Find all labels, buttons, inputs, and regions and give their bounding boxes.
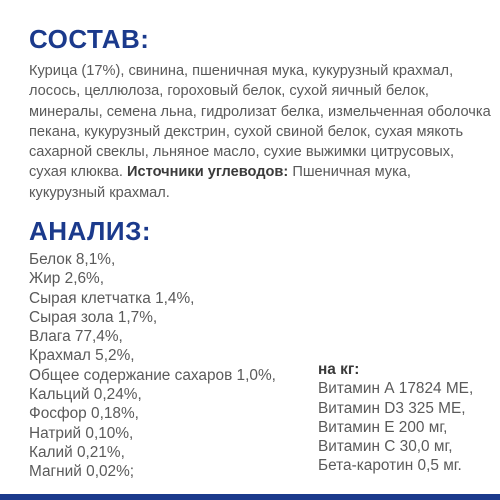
analysis-item: Сырая клетчатка 1,4%, [29, 289, 195, 307]
vitamin-item: Витамин Е 200 мг, [318, 418, 448, 436]
vitamin-item: Витамин А 17824 МЕ, [318, 380, 474, 398]
vitamins-list [318, 360, 473, 476]
ingredients-list: Курица (17%), свинина, пшеничная мука, кукурузный крахмал, лосось, целлюлоза, гороховый белок, сухой яичный белок, минералы, семена льна, гидролизат белка, измельченная оболочка пекана, кукурузный декстрин, сухой свиной белок, сухая мякоть сахарной свеклы, льняное масло, сухие выжимки цитрусовых, сухая клюква. [29, 63, 491, 181]
carbs-label: Источники углеводов: [127, 164, 289, 181]
analysis-item: Сырая зола 1,7%, [29, 308, 158, 326]
vitamin-item: Витамин С 30,0 мг, [318, 438, 453, 456]
analysis-item: Белок 8,1%, [29, 251, 116, 268]
composition-text [29, 61, 491, 203]
analysis-heading: АНАЛИЗ: [29, 216, 152, 246]
analysis-item: Крахмал 5,2%, [29, 347, 135, 365]
analysis-item: Жир 2,6%, [29, 270, 104, 288]
vitamin-item: Витамин D3 325 МЕ, [318, 399, 466, 417]
analysis-item: Фосфор 0,18%, [29, 405, 139, 423]
analysis-item: Влага 77,4%, [29, 328, 123, 346]
analysis-item: Общее содержание сахаров 1,0%, [29, 366, 276, 384]
analysis-list [29, 250, 276, 482]
carbs-text: Пшеничная мука, кукурузный крахмал. [29, 164, 411, 201]
analysis-item: Калий 0,21%, [29, 443, 125, 461]
analysis-item: Магний 0,02%; [29, 463, 135, 481]
composition-heading: СОСТАВ: [29, 24, 150, 54]
analysis-item: Натрий 0,10%, [29, 424, 134, 442]
per-kg-label: на кг: [318, 361, 360, 378]
vitamin-item: Бета-каротин 0,5 мг. [318, 457, 462, 475]
analysis-item: Кальций 0,24%, [29, 386, 142, 404]
bottom-bar [0, 494, 500, 500]
